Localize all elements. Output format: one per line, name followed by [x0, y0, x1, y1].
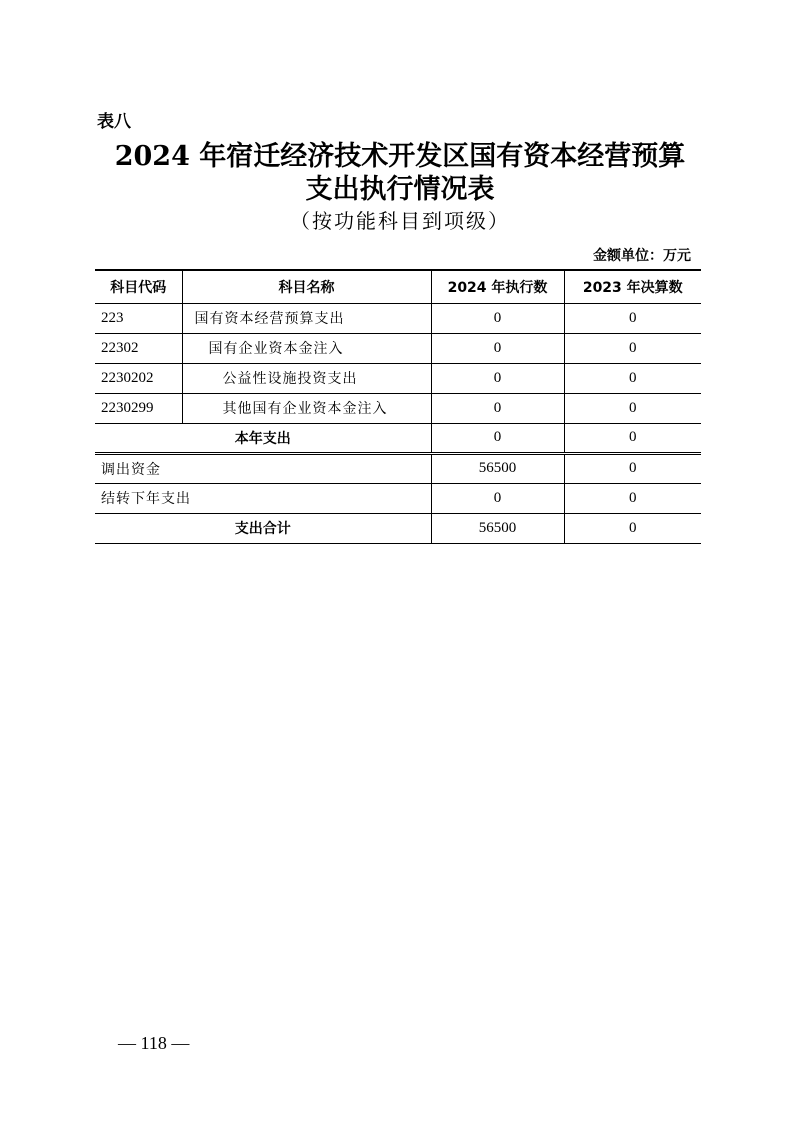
table-row — [95, 303, 701, 333]
transfer-out-label: 调出资金 — [95, 453, 431, 483]
transfer-out-final-2023: 0 — [564, 453, 701, 483]
page-subtitle: （按功能科目到项级） — [290, 209, 510, 233]
year-total-row — [95, 423, 701, 453]
table-row — [95, 363, 701, 393]
table-number: 表八 — [97, 112, 131, 132]
carry-forward-exec-2024: 0 — [431, 483, 564, 513]
budget-table — [95, 269, 701, 544]
carry-forward-final-2023: 0 — [564, 483, 701, 513]
transfer-out-row — [95, 453, 701, 483]
row-code: 22302 — [95, 333, 182, 363]
row-final-2023: 0 — [564, 393, 701, 423]
row-code: 2230299 — [95, 393, 182, 423]
row-final-2023: 0 — [564, 333, 701, 363]
row-final-2023: 0 — [564, 303, 701, 333]
row-code: 223 — [95, 303, 182, 333]
grand-total-final-2023: 0 — [564, 513, 701, 543]
row-exec-2024: 0 — [431, 333, 564, 363]
page-number: — 118 — — [118, 1033, 190, 1053]
header-final-2023: 2023 年决算数 — [564, 270, 701, 303]
carry-forward-label: 结转下年支出 — [95, 483, 431, 513]
row-code: 2230202 — [95, 363, 182, 393]
grand-total-exec-2024: 56500 — [431, 513, 564, 543]
transfer-out-exec-2024: 56500 — [431, 453, 564, 483]
page-title-line-2: 支出执行情况表 — [305, 174, 495, 205]
header-name: 科目名称 — [182, 270, 431, 303]
year-total-exec-2024: 0 — [431, 423, 564, 453]
row-final-2023: 0 — [564, 363, 701, 393]
header-code: 科目代码 — [95, 270, 182, 303]
page-title: 2024 年宿迁经济技术开发区国有资本经营预算 — [114, 141, 686, 172]
carry-forward-row — [95, 483, 701, 513]
unit-label: 金额单位：万元 — [593, 248, 691, 264]
row-name: 其他国有企业资本金注入 — [182, 393, 431, 423]
row-name: 公益性设施投资支出 — [182, 363, 431, 393]
row-exec-2024: 0 — [431, 393, 564, 423]
row-exec-2024: 0 — [431, 363, 564, 393]
grand-total-label: 支出合计 — [95, 513, 431, 543]
header-exec-2024: 2024 年执行数 — [431, 270, 564, 303]
table-row — [95, 393, 701, 423]
table-row — [95, 333, 701, 363]
table-header-row — [95, 270, 701, 303]
row-exec-2024: 0 — [431, 303, 564, 333]
year-total-label: 本年支出 — [95, 423, 431, 453]
grand-total-row — [95, 513, 701, 543]
row-name: 国有企业资本金注入 — [182, 333, 431, 363]
row-name: 国有资本经营预算支出 — [182, 303, 431, 333]
year-total-final-2023: 0 — [564, 423, 701, 453]
